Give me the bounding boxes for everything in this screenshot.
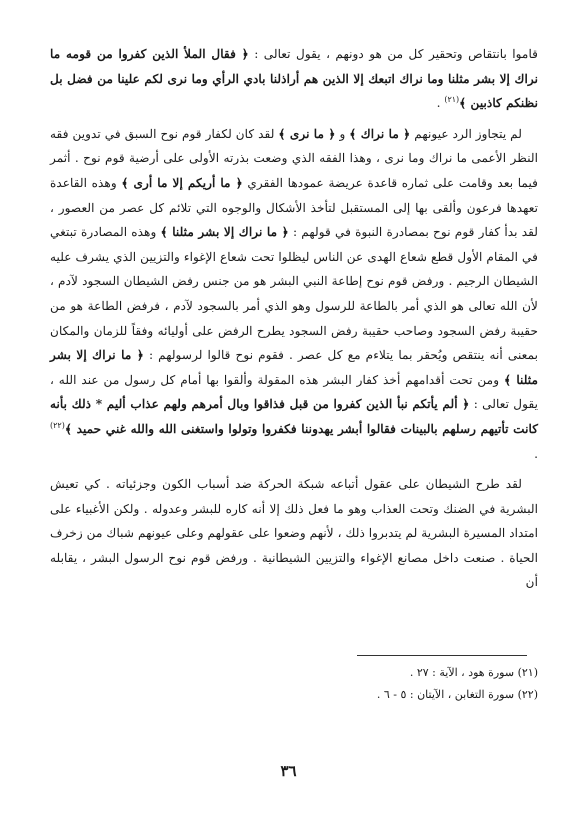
- quran-quote: ﴿ فقال الملأ الذين كفروا من قومه ما نراك إلا بشر مثلنا وما نراك اتبعك إلا الذين هم أراذلنا بادي الرأي وما نرى لكم علينا من فضل بل نظنكم كاذبين ﴾: [50, 47, 538, 111]
- body-text: .: [534, 446, 538, 461]
- paragraph-2: [50, 122, 538, 466]
- body-text: لقد كان لكفار قوم نوح السبق في تدوين فقه النظر الأعمى ما نراك وما نرى ، وهذا الفقه الذي وضعت بذرته الأولى على أرضية قوم نوح . أثمر فيما بعد وقامت على ثماره قاعدة عريضة عمودها الفقري: [50, 126, 538, 190]
- footnote-divider: [357, 655, 527, 656]
- quran-quote: ﴿ ما نراك إلا بشر مثلنا ﴾: [50, 348, 538, 387]
- body-text: وهذه المصادرة تبتغي في المقام الأول قطع شعاع الهدى عن الناس ليظلوا تحت شعاع الإغواء والتزيين الذي يشرف عليه الشيطان الرجيم . ورفض قوم نوح إطاعة النبي البشر هو من جنس رفض الشيطان السجود لآدم ، لأن الله تعالى هو الذي أمر بالطاعة للرسول وهو الذي أمر بالسجود لآدم ، فرفض الطاعة هو من حقيبة رفض السجود وصاحب حقيبة رفض السجود يطرح الرفض على أوليائه وفقاً للزمان والمكان بمعنى أنه ينتقص ويُحقر بما يتلاءم مع كل عصر . فقوم نوح قالوا لرسولهم :: [50, 225, 539, 363]
- quran-quote: ﴿ ما أريكم إلا ما أرى ﴾: [121, 175, 243, 190]
- body-text: وهذه القاعدة تعهدها فرعون وألقى بها إلى المستقبل لتأخذ الأشكال والوجوه التي تلائم كل عصر من العصور ، لقد بدأ كفار قوم نوح بمصادرة النبوة في قولهم :: [50, 175, 538, 240]
- body-text: قاموا بانتقاص وتحقير كل من هو دونهم ، يقول تعالى :: [248, 47, 539, 61]
- paragraph-3: [50, 472, 538, 595]
- body-text: ومن تحت أقدامهم أخذ كفار البشر هذه المقولة وألقوا بها أمام كل رسول من عند الله ، يقول تعالى :: [50, 372, 539, 412]
- footnote-ref: (٢٢): [50, 420, 65, 430]
- paragraph-1: [50, 42, 538, 116]
- footnotes: [50, 662, 538, 706]
- quran-quote: ﴿ ألم يأتكم نبأ الذين كفروا من قبل فذاقوا وبال أمرهم ولهم عذاب أليم * ذلك بأنه كانت تأتيهم رسلهم بالبينات فقالوا أبشر يهدوننا فكفروا وتولوا واستغنى الله والله غني حميد ﴾: [50, 397, 538, 436]
- quran-quote: ﴿ ما نرى ﴾: [278, 126, 336, 141]
- footnote-21: (٢١) سورة هود ، الآية : ٢٧ .: [409, 666, 538, 679]
- page-body: [50, 42, 538, 595]
- quran-quote: ﴿ ما نراك ﴾: [349, 126, 411, 141]
- page-number: ٣٦: [280, 762, 297, 780]
- body-text: لقد طرح الشيطان على عقول أتباعه شبكة الحركة ضد أسباب الكون وجزئياته . كي تعيش البشرية في الضنك وتحت العذاب وهو ما فعل ذلك إلا أنه كاره للبشر وعدوله . ولكن الأغبياء على امتداد المسيرة البشرية لم يتدبروا ذلك ، لأنهم وضعوا على عقولهم وعلى عيونهم شباك من زخرف الحياة . صنعت داخل مصانع الإغواء والتزيين الشيطانية . ورفض قوم نوح الرسول البشر ، يقابله أن: [50, 477, 538, 590]
- footnote-ref: (٢١): [444, 95, 460, 105]
- body-text: .: [436, 96, 445, 111]
- body-text: و: [335, 126, 350, 141]
- footnote-22: (٢٢) سورة التغابن ، الآيتان : ٥ - ٦ .: [376, 688, 538, 701]
- quran-quote: ﴿ ما نراك إلا بشر مثلنا ﴾: [160, 225, 289, 240]
- body-text: لم يتجاوز الرد عيونهم: [410, 126, 522, 141]
